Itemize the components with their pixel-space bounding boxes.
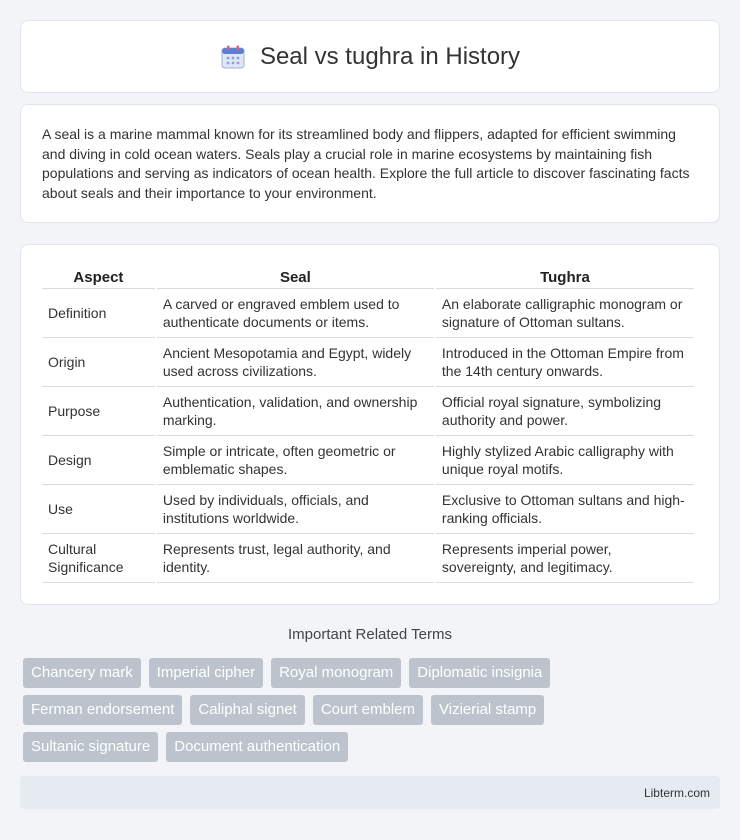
table-header-row <box>42 265 694 289</box>
tughra-cell: Official royal signature, symbolizing authority and power. <box>436 387 694 436</box>
comparison-card <box>20 244 720 605</box>
table-row <box>42 387 694 436</box>
tag-row <box>23 732 723 762</box>
table-row <box>42 289 694 338</box>
related-terms-title: Important Related Terms <box>288 626 452 643</box>
footer <box>20 776 720 809</box>
table-row <box>42 534 694 583</box>
tag-diplomatic-insignia[interactable]: Diplomatic insignia <box>409 658 550 688</box>
related-tags <box>23 658 723 769</box>
tag-caliphal-signet[interactable]: Caliphal signet <box>190 695 304 725</box>
page-title: Seal vs tughra in History <box>259 42 521 70</box>
aspect-cell: Cultural Significance <box>42 534 155 583</box>
aspect-cell: Design <box>42 436 155 485</box>
seal-cell: Used by individuals, officials, and institutions worldwide. <box>157 485 434 534</box>
tag-sultanic-signature[interactable]: Sultanic signature <box>23 732 158 762</box>
calendar-icon <box>220 44 246 70</box>
header-inner <box>220 43 520 71</box>
header-seal: Seal <box>157 265 434 289</box>
header-tughra: Tughra <box>436 265 694 289</box>
table-row <box>42 485 694 534</box>
aspect-cell: Use <box>42 485 155 534</box>
tag-court-emblem[interactable]: Court emblem <box>313 695 423 725</box>
tughra-cell: Exclusive to Ottoman sultans and high-ranking officials. <box>436 485 694 534</box>
tag-imperial-cipher[interactable]: Imperial cipher <box>149 658 263 688</box>
seal-cell: Simple or intricate, often geometric or emblematic shapes. <box>157 436 434 485</box>
tag-ferman-endorsement[interactable]: Ferman endorsement <box>23 695 182 725</box>
table-row <box>42 436 694 485</box>
tag-document-authentication[interactable]: Document authentication <box>166 732 348 762</box>
tughra-cell: Introduced in the Ottoman Empire from the 14th century onwards. <box>436 338 694 387</box>
comparison-table <box>40 265 696 583</box>
aspect-cell: Origin <box>42 338 155 387</box>
tag-chancery-mark[interactable]: Chancery mark <box>23 658 141 688</box>
seal-cell: Authentication, validation, and ownership marking. <box>157 387 434 436</box>
header-aspect: Aspect <box>42 265 155 289</box>
tughra-cell: Highly stylized Arabic calligraphy with unique royal motifs. <box>436 436 694 485</box>
header-card <box>20 20 720 93</box>
tag-royal-monogram[interactable]: Royal monogram <box>271 658 401 688</box>
intro-text: A seal is a marine mammal known for its streamlined body and flippers, adapted for efficient swimming and diving in cold ocean waters. Seals play a crucial role in marine ecosystems by maintaining fish populations and serving as indicators of ocean health. Explore the full article to discover fascinating facts about seals and their importance to your environment. <box>42 126 690 201</box>
tag-row <box>23 658 723 688</box>
aspect-cell: Definition <box>42 289 155 338</box>
aspect-cell: Purpose <box>42 387 155 436</box>
seal-cell: A carved or engraved emblem used to authenticate documents or items. <box>157 289 434 338</box>
tag-row <box>23 695 723 725</box>
intro-card <box>20 104 720 223</box>
seal-cell: Ancient Mesopotamia and Egypt, widely used across civilizations. <box>157 338 434 387</box>
table-row <box>42 338 694 387</box>
tughra-cell: An elaborate calligraphic monogram or signature of Ottoman sultans. <box>436 289 694 338</box>
footer-site-link[interactable]: Libterm.com <box>643 785 710 800</box>
tag-vizierial-stamp[interactable]: Vizierial stamp <box>431 695 544 725</box>
seal-cell: Represents trust, legal authority, and identity. <box>157 534 434 583</box>
tughra-cell: Represents imperial power, sovereignty, and legitimacy. <box>436 534 694 583</box>
